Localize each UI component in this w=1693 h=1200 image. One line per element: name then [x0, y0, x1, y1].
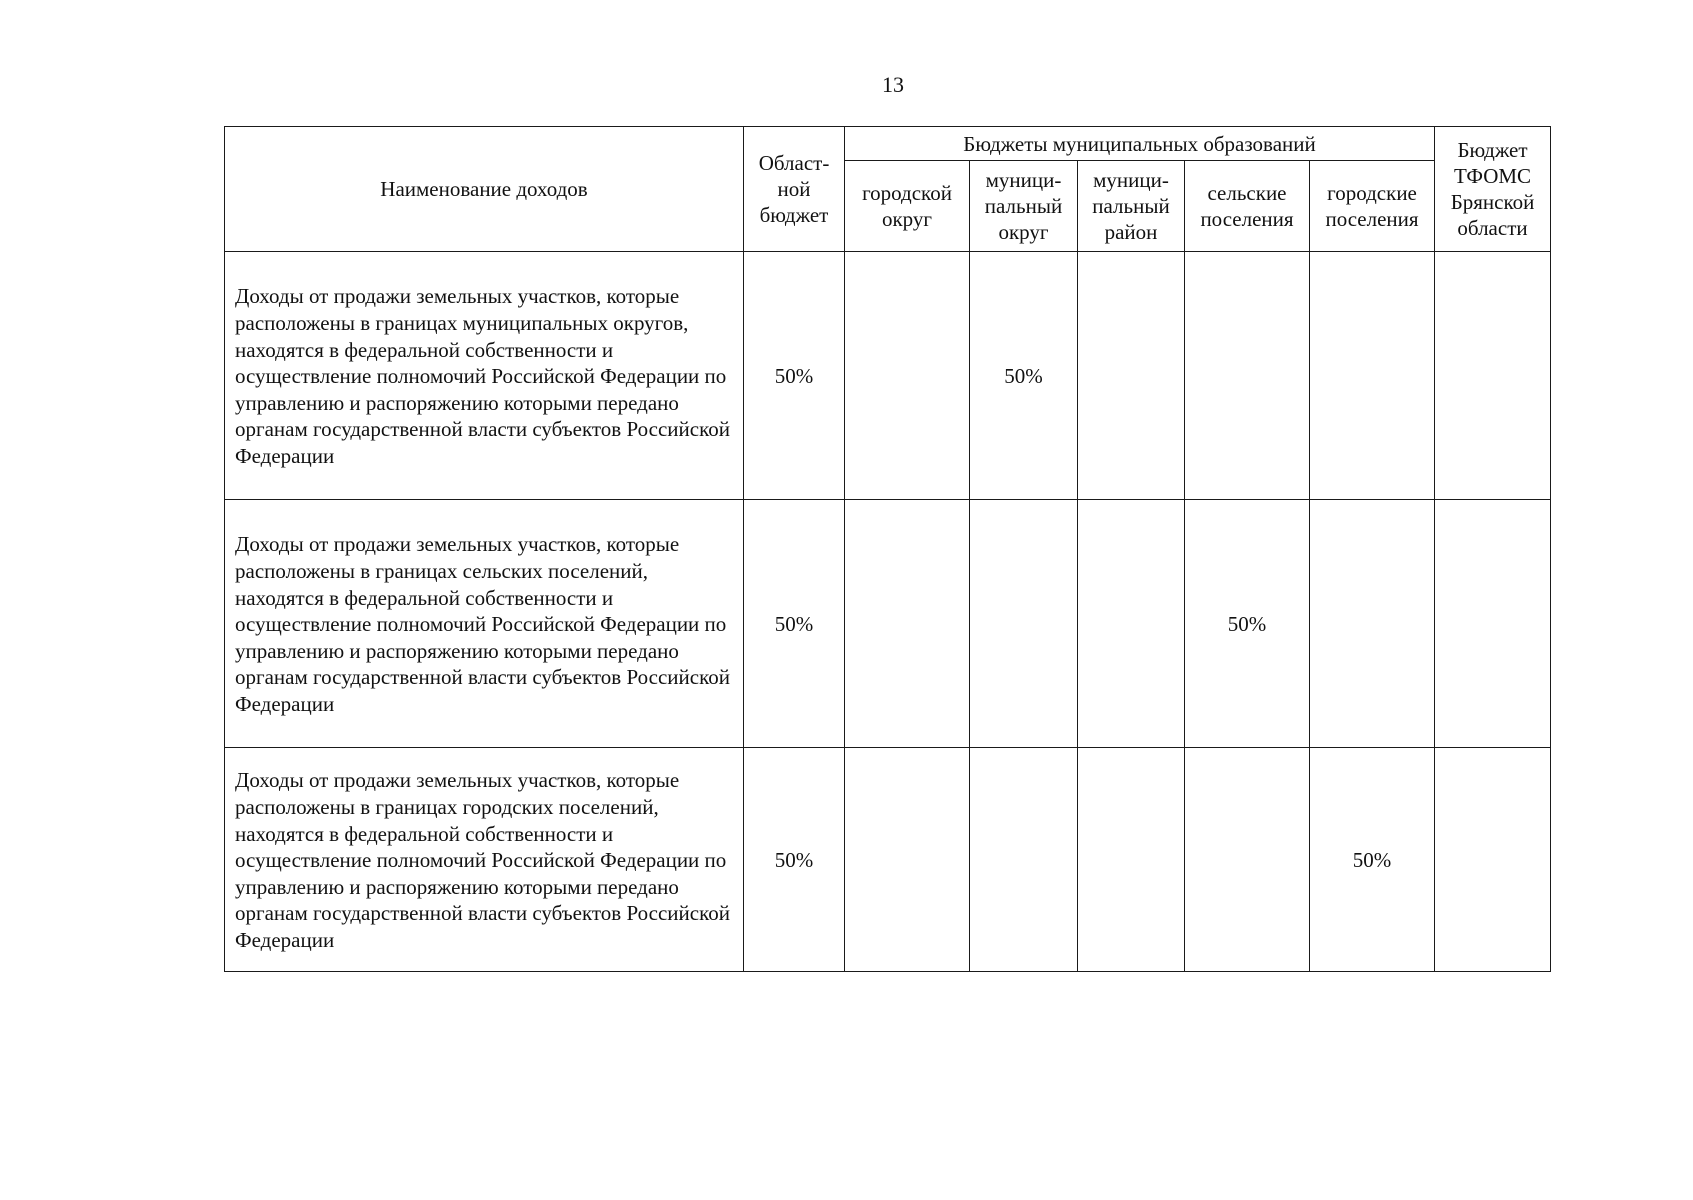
municipal-raion-cell — [1078, 500, 1185, 748]
income-name-cell: Доходы от продажи земельных участков, которые расположены в границах муниципальных округов, находятся в федеральной собственности и осуществление полномочий Российской Федерации по управлению и распоряжению которыми передано органам государственной власти субъектов Российской Федерации — [225, 252, 744, 500]
header-tfoms-budget — [1435, 127, 1551, 252]
revenue-distribution-table — [224, 126, 1551, 972]
urban-settlements-cell — [1310, 500, 1435, 748]
municipal-okrug-cell — [970, 748, 1078, 972]
header-tfoms-budget-label: Бюджет ТФОМС Брянской области — [1450, 138, 1535, 240]
header-row-top — [225, 127, 1551, 161]
header-municipal-raion-label: муници- пальный район — [1092, 168, 1170, 244]
municipal-okrug-cell — [970, 500, 1078, 748]
income-name-cell: Доходы от продажи земельных участков, которые расположены в границах сельских поселений, находятся в федеральной собственности и осуществление полномочий Российской Федерации по управлению и распоряжению которыми передано органам государственной власти субъектов Российской Федерации — [225, 500, 744, 748]
header-regional-budget — [744, 127, 845, 252]
municipal-raion-cell — [1078, 252, 1185, 500]
header-municipal-okrug — [970, 161, 1078, 252]
regional-budget-cell: 50% — [744, 252, 845, 500]
header-urban-settlements-label: городские поселения — [1325, 181, 1419, 231]
rural-settlements-cell: 50% — [1185, 500, 1310, 748]
urban-settlements-cell: 50% — [1310, 748, 1435, 972]
table-row — [225, 500, 1551, 748]
city-district-cell — [845, 748, 970, 972]
rural-settlements-cell — [1185, 252, 1310, 500]
table-row — [225, 252, 1551, 500]
municipal-okrug-cell: 50% — [970, 252, 1078, 500]
regional-budget-cell: 50% — [744, 500, 845, 748]
table-row — [225, 748, 1551, 972]
city-district-cell — [845, 500, 970, 748]
tfoms-budget-cell — [1435, 500, 1551, 748]
income-name-cell: Доходы от продажи земельных участков, которые расположены в границах городских поселений, находятся в федеральной собственности и осуществление полномочий Российской Федерации по управлению и распоряжению которыми передано органам государственной власти субъектов Российской Федерации — [225, 748, 744, 972]
header-municipal-raion — [1078, 161, 1185, 252]
page-number: 13 — [882, 72, 904, 97]
header-income-name: Наименование доходов — [225, 127, 744, 252]
rural-settlements-cell — [1185, 748, 1310, 972]
header-regional-budget-label: Област- ной бюджет — [758, 151, 830, 227]
urban-settlements-cell — [1310, 252, 1435, 500]
header-urban-settlements — [1310, 161, 1435, 252]
tfoms-budget-cell — [1435, 748, 1551, 972]
header-rural-settlements — [1185, 161, 1310, 252]
header-municipal-budgets: Бюджеты муниципальных образований — [845, 127, 1435, 161]
city-district-cell — [845, 252, 970, 500]
municipal-raion-cell — [1078, 748, 1185, 972]
header-city-district — [845, 161, 970, 252]
header-city-district-label: городской округ — [862, 181, 952, 231]
header-rural-settlements-label: сельские поселения — [1200, 181, 1294, 231]
header-municipal-okrug-label: муници- пальный округ — [984, 168, 1063, 244]
tfoms-budget-cell — [1435, 252, 1551, 500]
regional-budget-cell: 50% — [744, 748, 845, 972]
